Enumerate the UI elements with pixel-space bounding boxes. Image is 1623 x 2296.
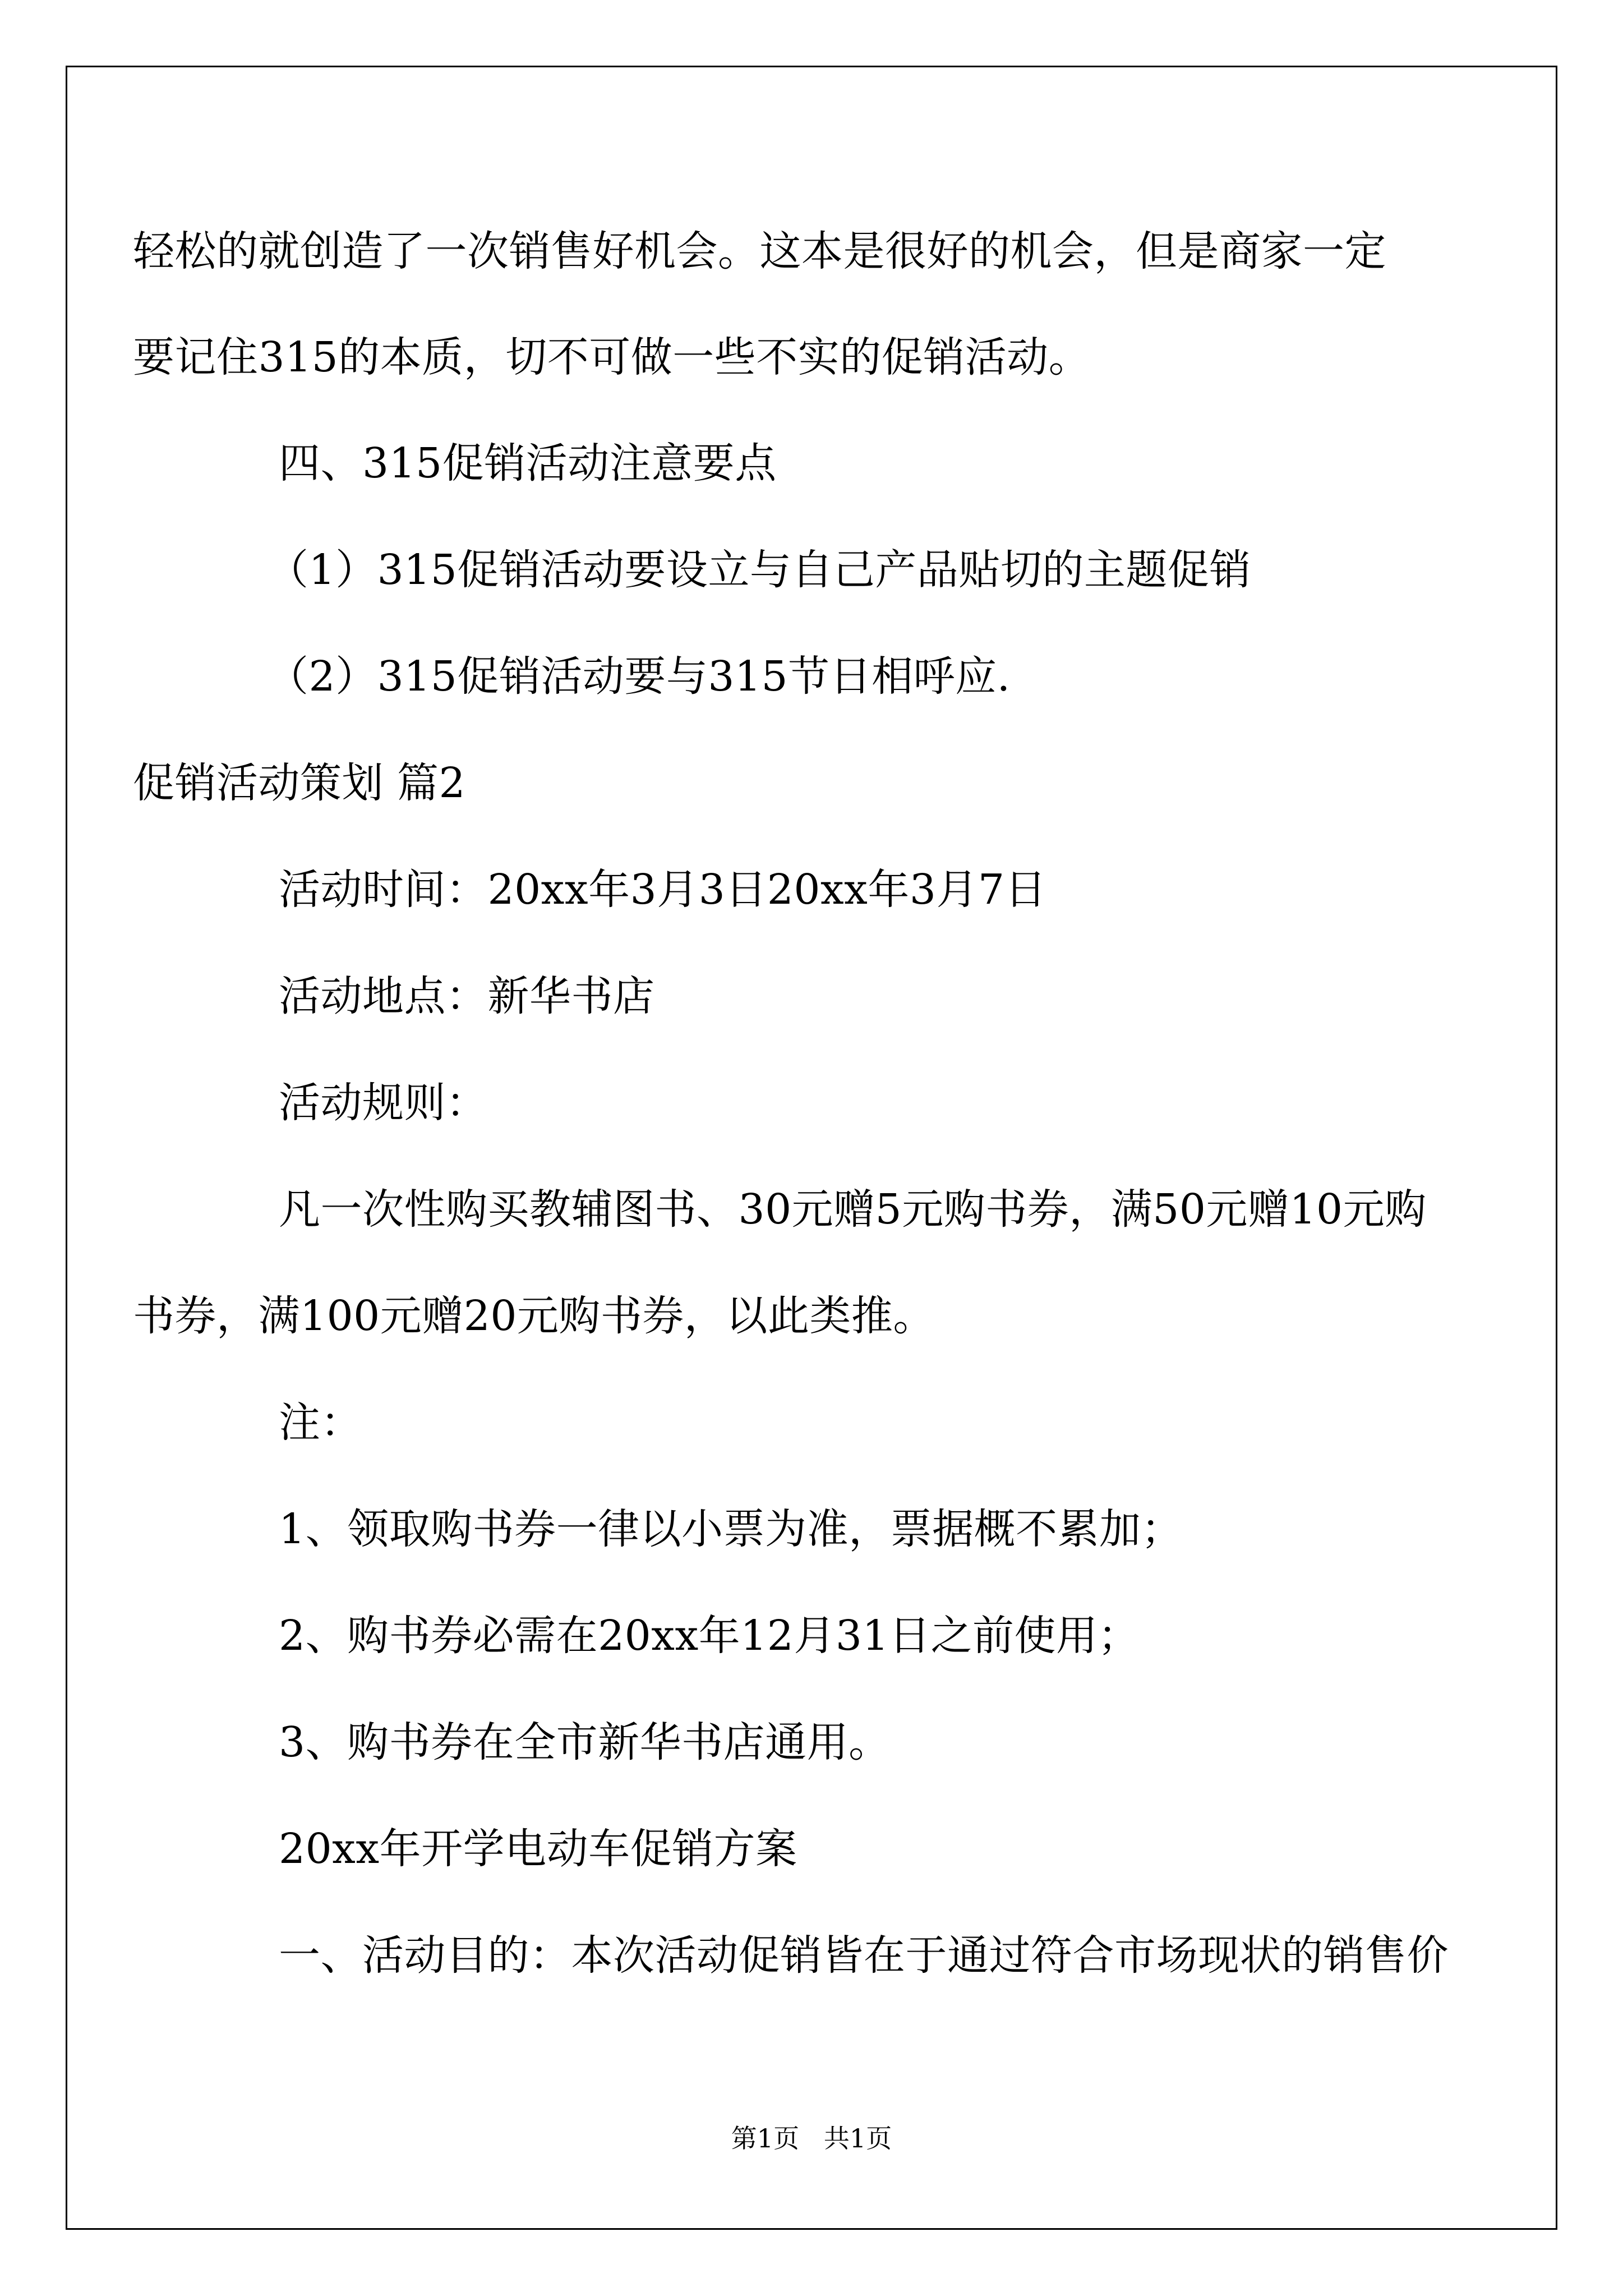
paragraph-line: 凡一次性购买教辅图书、30元赠5元购书券，满50元赠10元购: [279, 1185, 1427, 1234]
activity-rules-heading: 活动规则：: [279, 1079, 488, 1127]
note-heading: 注：: [279, 1398, 362, 1447]
page-footer: 第1页 共1页: [731, 2123, 892, 2154]
activity-time: 活动时间：20xx年3月3日20xx年3月7日: [279, 866, 1047, 914]
paragraph-line: 要记住315的本质，切不可做一些不实的促销活动。: [133, 333, 1091, 381]
list-item: 3、购书券在全市新华书店通用。: [279, 1718, 891, 1766]
list-item: 2、购书券必需在20xx年12月31日之前使用；: [279, 1612, 1140, 1660]
section-heading: 四、315促销活动注意要点: [279, 439, 777, 487]
paragraph-line: 轻松的就创造了一次销售好机会。这本是很好的机会，但是商家一定: [133, 227, 1386, 275]
section-heading: 20xx年开学电动车促销方案: [279, 1825, 797, 1873]
section-title: 促销活动策划 篇2: [133, 759, 466, 807]
list-item: （1）315促销活动要设立与自己产品贴切的主题促销: [267, 546, 1251, 594]
list-item: 1、领取购书券一律以小票为准，票据概不累加；: [279, 1505, 1183, 1553]
activity-location: 活动地点：新华书店: [279, 972, 655, 1020]
paragraph-line: 一、活动目的：本次活动促销皆在于通过符合市场现状的销售价: [279, 1931, 1449, 1980]
paragraph-line: 书券，满100元赠20元购书券，以此类推。: [133, 1292, 935, 1340]
list-item: （2）315促销活动要与315节日相呼应.: [267, 652, 1011, 701]
page-border: [66, 66, 1557, 2230]
